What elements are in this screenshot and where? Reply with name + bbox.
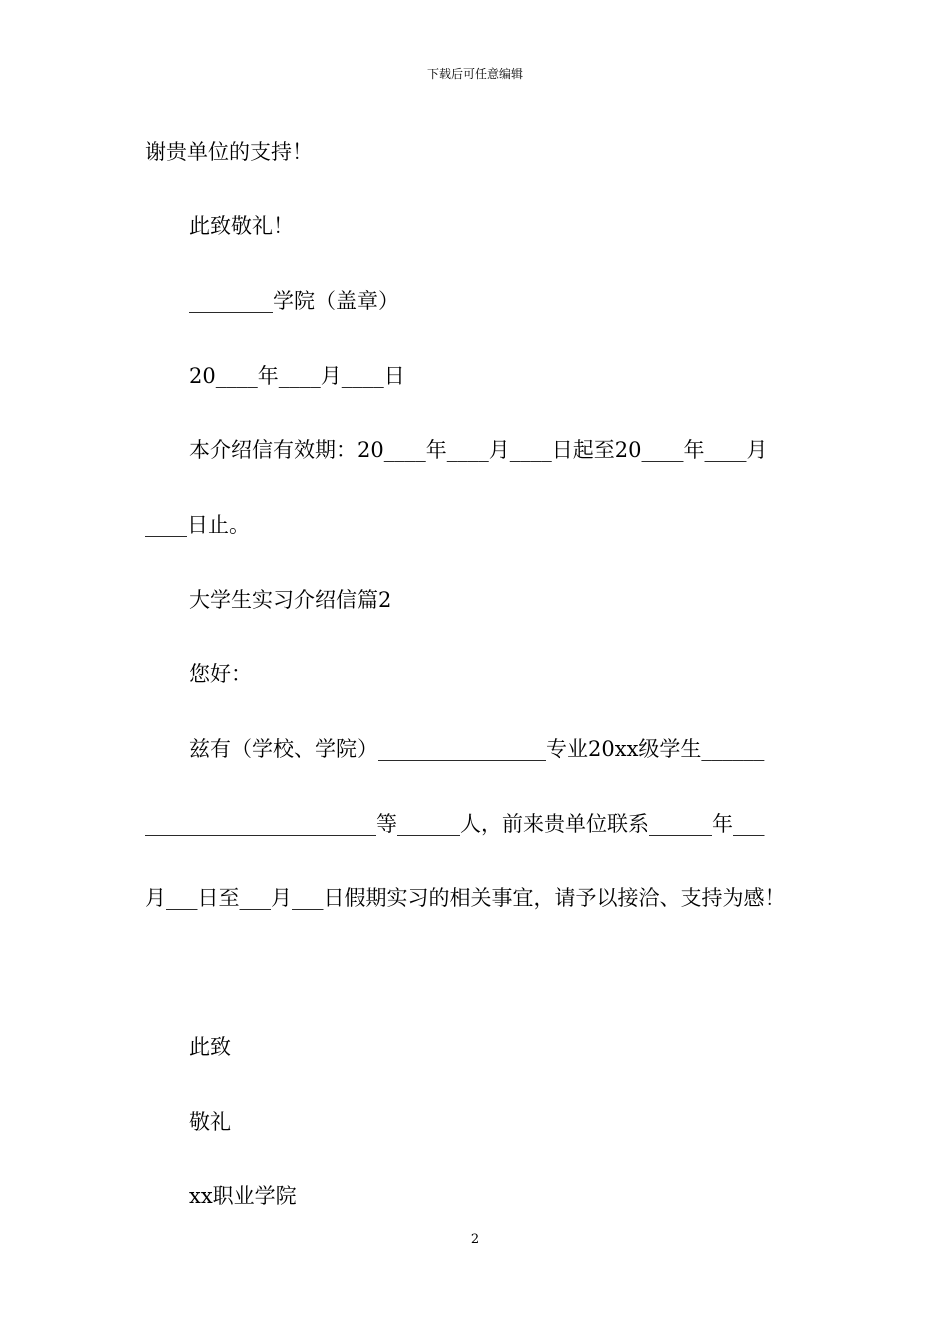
body-line-1: 兹有（学校、学院）________________专业20xx级学生______ bbox=[189, 737, 765, 761]
validity-line: 本介绍信有效期：20____年____月____日起至20____年____月 bbox=[189, 438, 768, 462]
page-number: 2 bbox=[470, 1232, 480, 1247]
validity-end-line: ____日止。 bbox=[145, 513, 250, 537]
thanks-line: 谢贵单位的支持！ bbox=[145, 140, 313, 164]
greeting-line: 您好： bbox=[189, 662, 252, 686]
section-title: 大学生实习介绍信篇2 bbox=[189, 588, 392, 612]
page-header: 下载后可任意编辑 bbox=[426, 67, 523, 81]
closing-line-2: 敬礼 bbox=[189, 1110, 231, 1134]
body-line-3: 月___日至___月___日假期实习的相关事宜，请予以接洽、支持为感！ bbox=[145, 886, 786, 910]
college-seal-line: ________学院（盖章） bbox=[189, 289, 399, 313]
body-line-2: ______________________等______人，前来贵单位联系______年___ bbox=[145, 812, 765, 836]
salutation-line: 此致敬礼！ bbox=[189, 214, 294, 238]
signature-line: xx职业学院 bbox=[189, 1184, 297, 1208]
closing-line-1: 此致 bbox=[189, 1035, 231, 1059]
date-line: 20____年____月____日 bbox=[189, 364, 405, 388]
